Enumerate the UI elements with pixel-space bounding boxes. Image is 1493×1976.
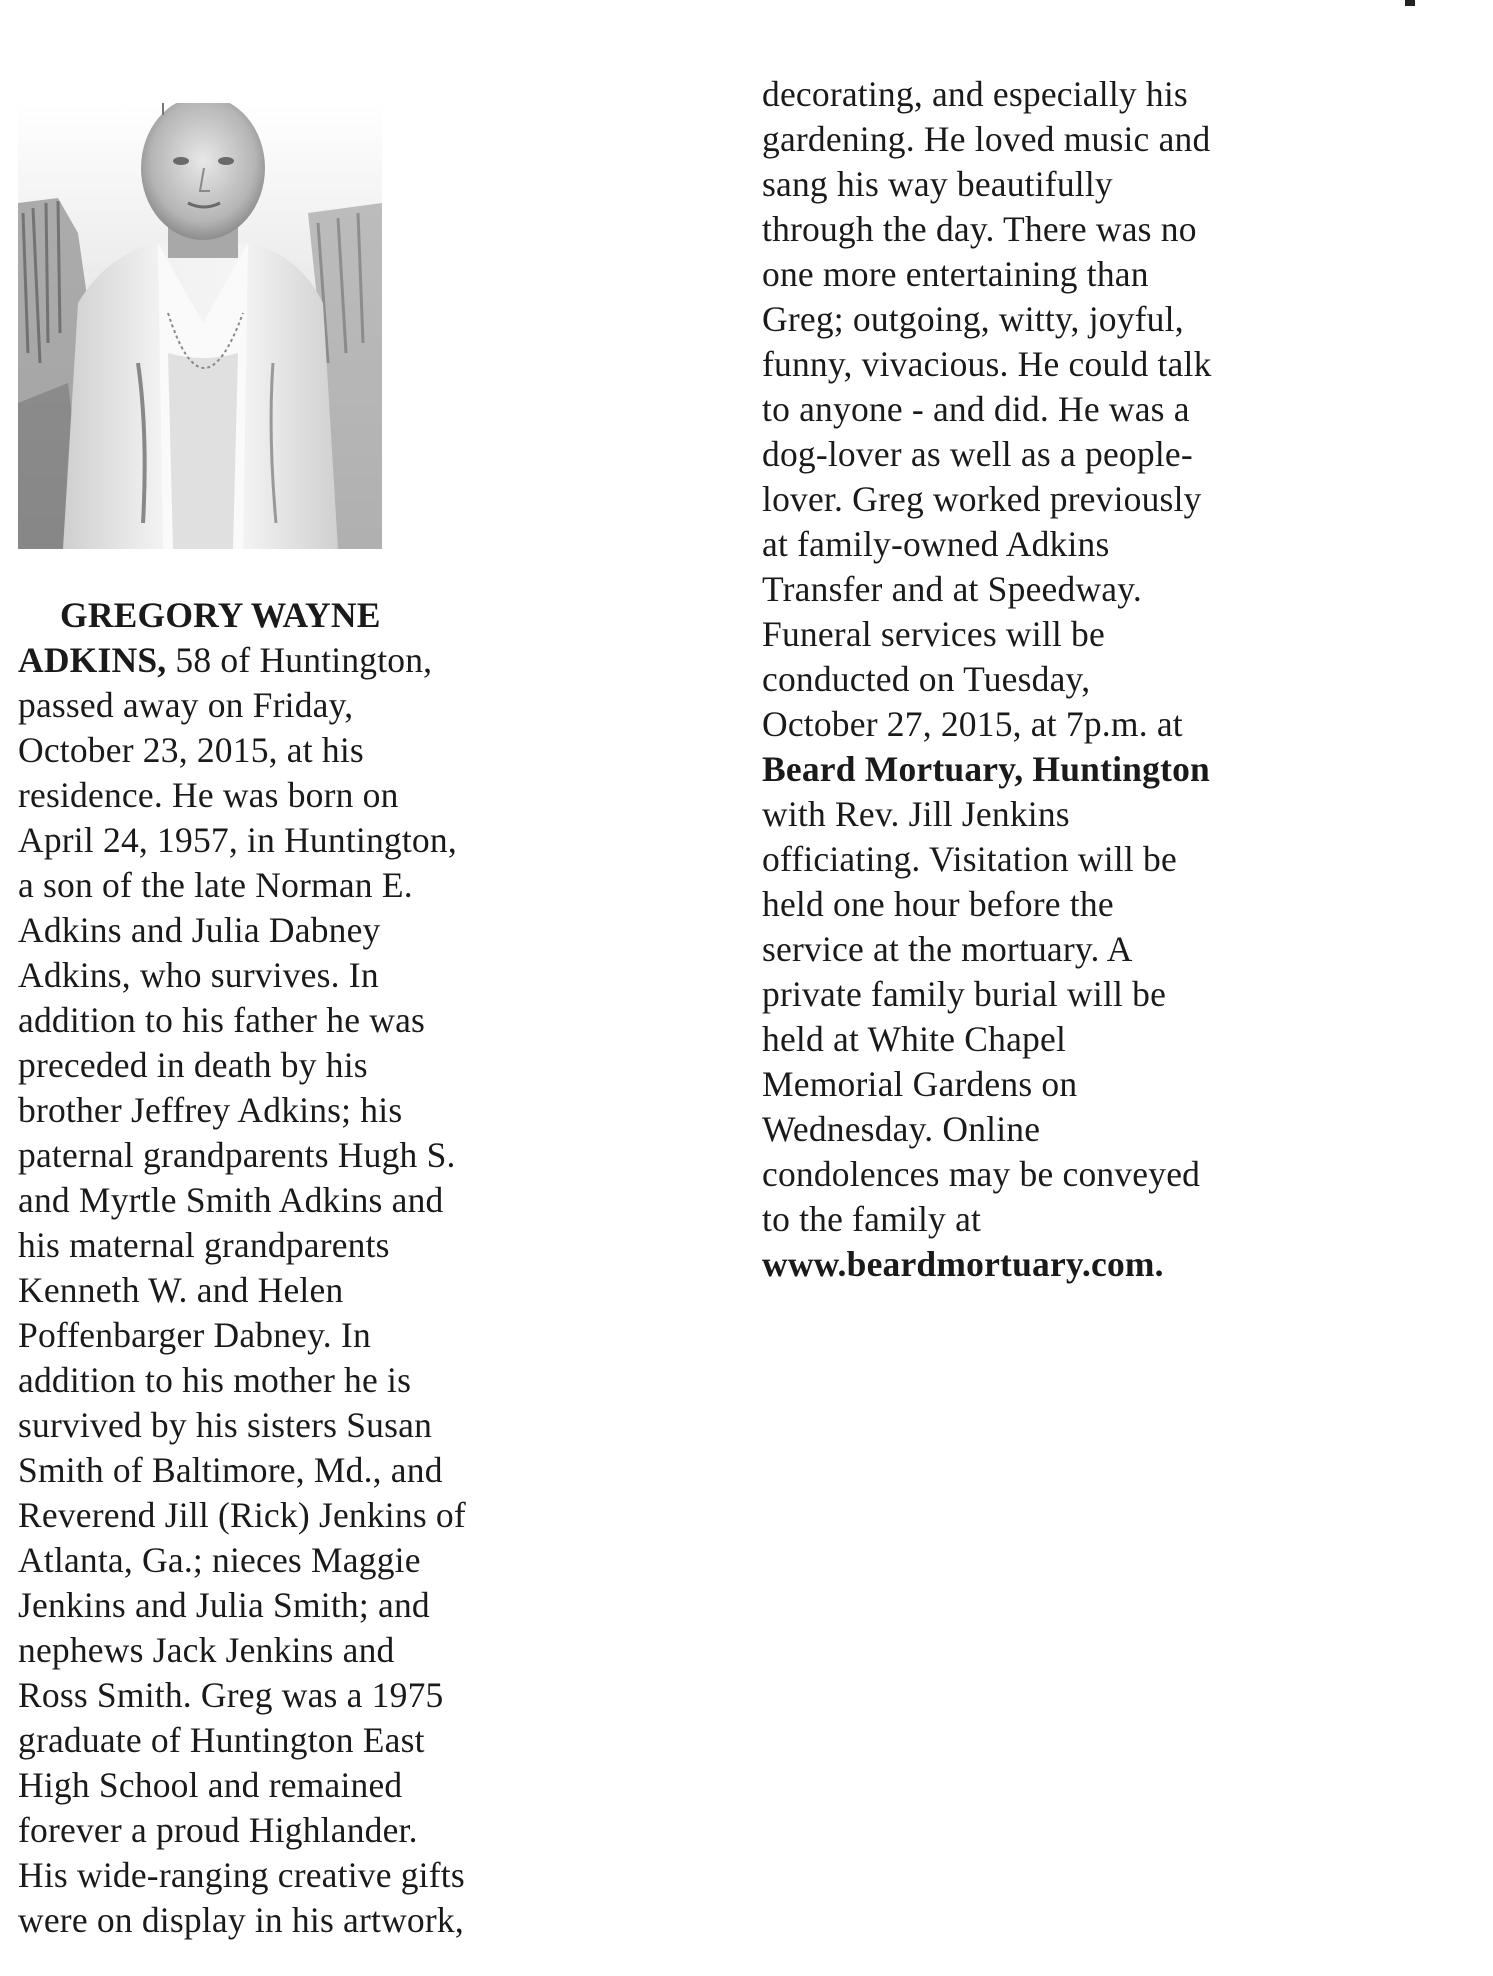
- text-line: [18, 1673, 518, 1718]
- text-run: forever a proud Highlander.: [18, 1810, 418, 1850]
- text-run: April 24, 1957, in Huntington,: [18, 820, 457, 860]
- text-line: [762, 117, 1262, 162]
- text-run: a son of the late Norman E.: [18, 865, 413, 905]
- text-run: graduate of Huntington East: [18, 1720, 425, 1760]
- text-run: Funeral services will be: [762, 614, 1105, 654]
- text-line: [762, 522, 1262, 567]
- text-line: [762, 747, 1262, 792]
- text-line: [18, 908, 518, 953]
- text-line: [762, 972, 1262, 1017]
- bold-text: GREGORY WAYNE: [60, 595, 381, 635]
- text-line: [762, 1242, 1262, 1287]
- text-line: [762, 72, 1262, 117]
- text-run: sang his way beautifully: [762, 164, 1113, 204]
- text-line: [18, 593, 518, 638]
- text-line: [762, 702, 1262, 747]
- bold-text: Beard Mortuary, Huntington: [762, 749, 1210, 789]
- text-run: Transfer and at Speedway.: [762, 569, 1142, 609]
- text-line: [18, 863, 518, 908]
- text-line: [18, 638, 518, 683]
- text-run: to the family at: [762, 1199, 982, 1239]
- text-run: High School and remained: [18, 1765, 403, 1805]
- text-line: [762, 432, 1262, 477]
- text-line: [18, 1493, 518, 1538]
- text-run: addition to his mother he is: [18, 1360, 412, 1400]
- text-line: [18, 1088, 518, 1133]
- text-line: [762, 477, 1262, 522]
- text-line: [18, 1628, 518, 1673]
- text-run: Poffenbarger Dabney. In: [18, 1315, 371, 1355]
- text-run: nephews Jack Jenkins and: [18, 1630, 395, 1670]
- text-run: October 27, 2015, at 7p.m. at: [762, 704, 1183, 744]
- text-run: held at White Chapel: [762, 1019, 1067, 1059]
- text-line: [762, 207, 1262, 252]
- text-line: [762, 612, 1262, 657]
- text-run: decorating, and especially his: [762, 74, 1188, 114]
- text-run: condolences may be conveyed: [762, 1154, 1201, 1194]
- text-run: Ross Smith. Greg was a 1975: [18, 1675, 444, 1715]
- text-line: [18, 1403, 518, 1448]
- text-run: Wednesday. Online: [762, 1109, 1041, 1149]
- portrait-photo: [18, 103, 382, 549]
- text-run: lover. Greg worked previously: [762, 479, 1202, 519]
- text-run: his maternal grandparents: [18, 1225, 390, 1265]
- text-line: [762, 837, 1262, 882]
- text-run: service at the mortuary. A: [762, 929, 1133, 969]
- text-run: Reverend Jill (Rick) Jenkins of: [18, 1495, 466, 1535]
- text-run: Smith of Baltimore, Md., and: [18, 1450, 443, 1490]
- text-line: [762, 297, 1262, 342]
- text-run: gardening. He loved music and: [762, 119, 1211, 159]
- text-run: preceded in death by his: [18, 1045, 368, 1085]
- text-run: with Rev. Jill Jenkins: [762, 794, 1070, 834]
- text-run: conducted on Tuesday,: [762, 659, 1091, 699]
- text-line: [762, 1017, 1262, 1062]
- bold-text: ADKINS,: [18, 640, 167, 680]
- text-line: [762, 927, 1262, 972]
- bold-text: www.beardmortuary.com.: [762, 1244, 1164, 1284]
- text-run: addition to his father he was: [18, 1000, 426, 1040]
- text-line: [18, 1358, 518, 1403]
- text-run: passed away on Friday,: [18, 685, 354, 725]
- text-line: [18, 1853, 518, 1898]
- scan-corner-mark: [1405, 0, 1415, 6]
- text-line: [18, 1133, 518, 1178]
- text-line: [762, 1152, 1262, 1197]
- text-run: and Myrtle Smith Adkins and: [18, 1180, 444, 1220]
- text-line: [18, 998, 518, 1043]
- text-line: [18, 1268, 518, 1313]
- text-run: Kenneth W. and Helen: [18, 1270, 344, 1310]
- text-run: survived by his sisters Susan: [18, 1405, 433, 1445]
- text-line: [18, 1223, 518, 1268]
- text-run: dog-lover as well as a people-: [762, 434, 1193, 474]
- text-line: [18, 1898, 518, 1943]
- text-run: October 23, 2015, at his: [18, 730, 364, 770]
- text-run: Memorial Gardens on: [762, 1064, 1078, 1104]
- text-line: [18, 1538, 518, 1583]
- text-run: at family-owned Adkins: [762, 524, 1110, 564]
- text-line: [18, 1448, 518, 1493]
- text-line: [18, 953, 518, 998]
- text-run: Jenkins and Julia Smith; and: [18, 1585, 430, 1625]
- text-line: [18, 683, 518, 728]
- text-run: brother Jeffrey Adkins; his: [18, 1090, 403, 1130]
- text-line: [762, 1197, 1262, 1242]
- text-line: [762, 252, 1262, 297]
- text-run: to anyone - and did. He was a: [762, 389, 1190, 429]
- text-line: [762, 1062, 1262, 1107]
- text-line: [762, 657, 1262, 702]
- text-run: residence. He was born on: [18, 775, 399, 815]
- text-line: [762, 162, 1262, 207]
- text-run: were on display in his artwork,: [18, 1900, 464, 1940]
- obituary-column-left: [18, 593, 518, 1943]
- text-line: [18, 773, 518, 818]
- text-line: [18, 1178, 518, 1223]
- text-run: one more entertaining than: [762, 254, 1149, 294]
- text-run: His wide-ranging creative gifts: [18, 1855, 465, 1895]
- text-run: 58 of Huntington,: [166, 640, 433, 680]
- text-line: [18, 728, 518, 773]
- text-run: Adkins, who survives. In: [18, 955, 379, 995]
- text-run: Adkins and Julia Dabney: [18, 910, 381, 950]
- text-run: private family burial will be: [762, 974, 1167, 1014]
- text-line: [762, 567, 1262, 612]
- text-run: paternal grandparents Hugh S.: [18, 1135, 456, 1175]
- text-line: [762, 387, 1262, 432]
- text-line: [762, 342, 1262, 387]
- text-line: [18, 1583, 518, 1628]
- text-line: [18, 1043, 518, 1088]
- text-run: Atlanta, Ga.; nieces Maggie: [18, 1540, 421, 1580]
- text-line: [18, 1763, 518, 1808]
- obituary-column-right: [762, 72, 1262, 1287]
- text-line: [18, 818, 518, 863]
- text-run: officiating. Visitation will be: [762, 839, 1177, 879]
- text-line: [762, 1107, 1262, 1152]
- text-line: [18, 1718, 518, 1763]
- text-line: [762, 792, 1262, 837]
- text-run: through the day. There was no: [762, 209, 1197, 249]
- text-run: funny, vivacious. He could talk: [762, 344, 1212, 384]
- text-line: [762, 882, 1262, 927]
- text-line: [18, 1313, 518, 1358]
- text-run: held one hour before the: [762, 884, 1114, 924]
- text-line: [18, 1808, 518, 1853]
- text-run: Greg; outgoing, witty, joyful,: [762, 299, 1184, 339]
